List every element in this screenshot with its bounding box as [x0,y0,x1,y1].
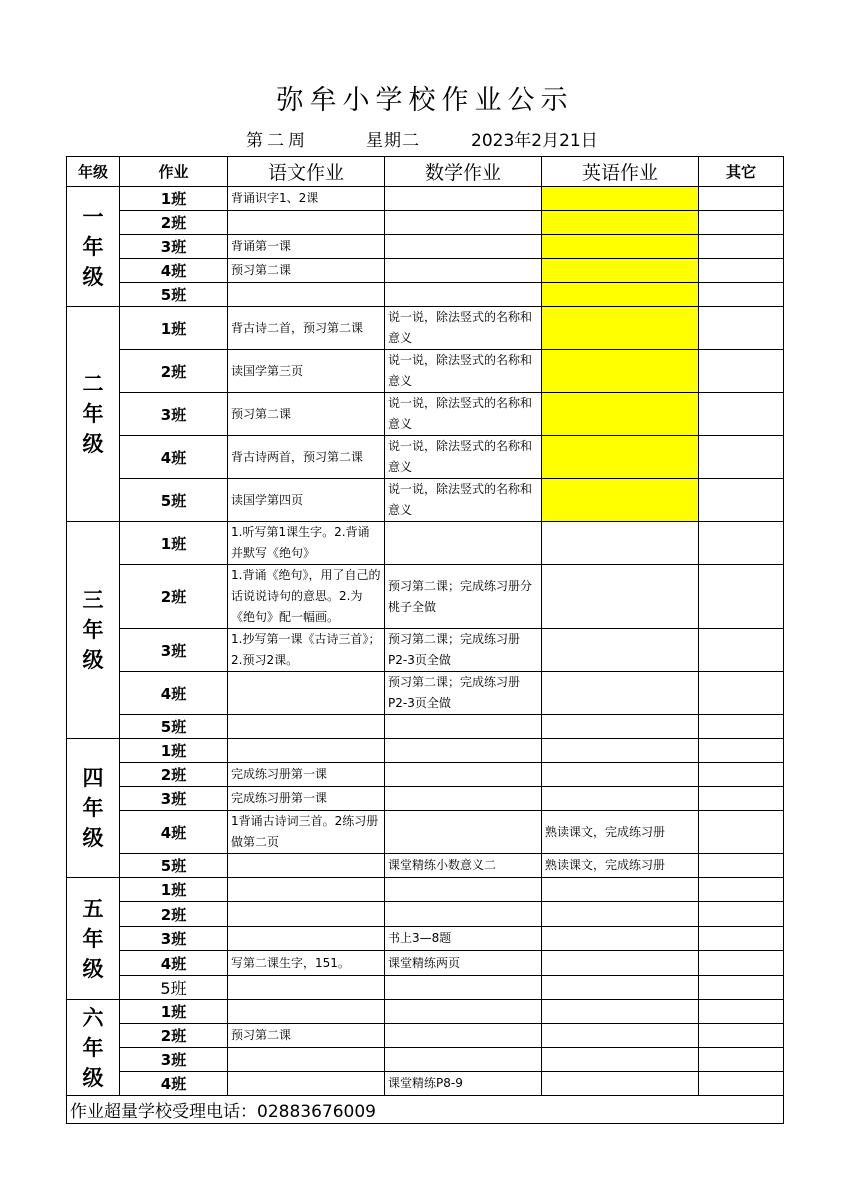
other-homework-cell [699,283,784,307]
other-homework-cell [699,350,784,393]
chinese-homework-cell: 1.听写第1课生字。2.背诵并默写《绝句》 [228,522,385,565]
table-row [67,629,784,672]
class-label: 1班 [120,307,228,350]
class-label: 3班 [120,629,228,672]
math-homework-cell: 课堂精练小数意义二 [385,854,542,878]
chinese-homework-cell: 1.背诵《绝句》，用了自己的话说说诗句的意思。2.为《绝句》配一幅画。 [228,565,385,629]
chinese-homework-cell [228,854,385,878]
other-homework-cell [699,878,784,902]
page-title: 弥牟小学校作业公示 [276,85,574,116]
table-row [67,927,784,951]
other-homework-cell [699,854,784,878]
other-homework-cell [699,307,784,350]
header-math: 数学作业 [385,157,542,187]
chinese-homework-cell [228,902,385,927]
grade-label-char: 级 [82,1064,104,1090]
english-homework-cell [542,479,699,522]
table-row [67,1024,784,1048]
table-row [67,1048,784,1072]
class-label: 3班 [120,927,228,951]
grade-label-char: 年 [82,617,104,642]
chinese-homework-cell [228,715,385,739]
chinese-homework-cell [228,1000,385,1024]
table-row [67,1000,784,1024]
math-homework-cell [385,763,542,787]
class-label: 3班 [120,1048,228,1072]
english-homework-cell [542,1024,699,1048]
table-row [67,393,784,436]
table-row [67,902,784,927]
grade-label [67,878,120,1000]
other-homework-cell [699,1072,784,1096]
table-row [67,811,784,854]
class-label: 3班 [120,393,228,436]
table-row [67,436,784,479]
other-homework-cell [699,763,784,787]
math-homework-cell [385,1000,542,1024]
other-homework-cell [699,1000,784,1024]
math-homework-cell: 说一说，除法竖式的名称和意义 [385,436,542,479]
grade-label-char: 年 [82,1034,104,1060]
math-homework-cell: 说一说，除法竖式的名称和意义 [385,350,542,393]
grade-label [67,522,120,739]
class-label: 3班 [120,235,228,259]
english-homework-cell [542,565,699,629]
chinese-homework-cell: 1.抄写第一课《古诗三首》；2.预习2课。 [228,629,385,672]
english-homework-cell [542,672,699,715]
grade-label-char: 年 [82,401,104,426]
chinese-homework-cell: 读国学第四页 [228,479,385,522]
english-homework-cell [542,739,699,763]
other-homework-cell [699,902,784,927]
class-label: 4班 [120,672,228,715]
header-assignment: 作业 [120,157,228,187]
table-row [67,211,784,235]
table-row [67,763,784,787]
grade-label-char: 四 [82,765,104,790]
grade-label-char: 级 [82,431,104,456]
chinese-homework-cell: 背诵第一课 [228,235,385,259]
class-label: 5班 [120,283,228,307]
english-homework-cell [542,211,699,235]
grade-label [67,1000,120,1096]
chinese-homework-cell: 完成练习册第一课 [228,787,385,811]
homework-table [66,156,784,1124]
class-label: 4班 [120,436,228,479]
header-grade: 年级 [67,157,120,187]
chinese-homework-cell: 背诵识字1、2课 [228,187,385,211]
class-label: 4班 [120,1072,228,1096]
grade-label-char: 级 [82,647,104,672]
english-homework-cell [542,522,699,565]
chinese-homework-cell [228,1048,385,1072]
table-row [67,672,784,715]
table-row [67,259,784,283]
math-homework-cell [385,522,542,565]
other-homework-cell [699,187,784,211]
english-homework-cell [542,878,699,902]
other-homework-cell [699,235,784,259]
chinese-homework-cell [228,283,385,307]
english-homework-cell [542,763,699,787]
grade-label-char: 级 [82,825,104,850]
grade-label [67,739,120,878]
english-homework-cell [542,307,699,350]
other-homework-cell [699,565,784,629]
chinese-homework-cell: 写第二课生字，151。 [228,951,385,976]
english-homework-cell [542,436,699,479]
math-homework-cell: 预习第二课；完成练习册P2-3页全做 [385,629,542,672]
english-homework-cell [542,1000,699,1024]
class-label: 1班 [120,187,228,211]
math-homework-cell: 书上3—8题 [385,927,542,951]
math-homework-cell: 预习第二课；完成练习册P2-3页全做 [385,672,542,715]
math-homework-cell [385,878,542,902]
other-homework-cell [699,787,784,811]
english-homework-cell [542,951,699,976]
english-homework-cell [542,715,699,739]
other-homework-cell [699,479,784,522]
class-label: 4班 [120,259,228,283]
complaint-hotline: 作业超量学校受理电话：02883676009 [67,1096,784,1124]
chinese-homework-cell [228,672,385,715]
other-homework-cell [699,739,784,763]
english-homework-cell [542,283,699,307]
math-homework-cell [385,235,542,259]
math-homework-cell [385,715,542,739]
chinese-homework-cell: 背古诗两首，预习第二课 [228,436,385,479]
table-row [67,307,784,350]
chinese-homework-cell: 预习第二课 [228,259,385,283]
table-row [67,565,784,629]
class-label: 5班 [120,976,228,1000]
class-label: 2班 [120,902,228,927]
class-label: 2班 [120,350,228,393]
table-row [67,787,784,811]
math-homework-cell [385,259,542,283]
footer-row [67,1096,784,1124]
chinese-homework-cell [228,211,385,235]
grade-label-char: 三 [82,587,104,612]
header-english: 英语作业 [542,157,699,187]
table-row [67,283,784,307]
math-homework-cell [385,211,542,235]
other-homework-cell [699,393,784,436]
chinese-homework-cell [228,927,385,951]
english-homework-cell [542,1048,699,1072]
math-homework-cell [385,787,542,811]
grade-label-char: 年 [82,233,104,259]
other-homework-cell [699,522,784,565]
other-homework-cell [699,1048,784,1072]
math-homework-cell: 说一说，除法竖式的名称和意义 [385,393,542,436]
class-label: 4班 [120,811,228,854]
table-row [67,187,784,211]
grade-label [67,187,120,307]
grade-label-char: 年 [82,795,104,820]
math-homework-cell [385,187,542,211]
math-homework-cell [385,1048,542,1072]
chinese-homework-cell: 1背诵古诗词三首。2练习册做第二页 [228,811,385,854]
class-label: 1班 [120,878,228,902]
class-label: 3班 [120,787,228,811]
class-label: 2班 [120,565,228,629]
english-homework-cell [542,787,699,811]
header-row [67,157,784,187]
grade-label-char: 级 [82,955,104,981]
math-homework-cell [385,739,542,763]
english-homework-cell [542,259,699,283]
other-homework-cell [699,211,784,235]
chinese-homework-cell: 预习第二课 [228,393,385,436]
english-homework-cell [542,350,699,393]
grade-label-char: 年 [82,925,104,951]
math-homework-cell: 课堂精练P8-9 [385,1072,542,1096]
math-homework-cell: 说一说，除法竖式的名称和意义 [385,479,542,522]
table-row [67,951,784,976]
other-homework-cell [699,259,784,283]
english-homework-cell: 熟读课文，完成练习册 [542,854,699,878]
math-homework-cell: 课堂精练两页 [385,951,542,976]
chinese-homework-cell [228,878,385,902]
math-homework-cell [385,1024,542,1048]
other-homework-cell [699,715,784,739]
english-homework-cell [542,927,699,951]
class-label: 4班 [120,951,228,976]
chinese-homework-cell: 读国学第三页 [228,350,385,393]
other-homework-cell [699,951,784,976]
other-homework-cell [699,1024,784,1048]
class-label: 1班 [120,522,228,565]
class-label: 1班 [120,1000,228,1024]
math-homework-cell: 预习第二课；完成练习册分桃子全做 [385,565,542,629]
english-homework-cell [542,187,699,211]
weekday-label: 星期二 [366,131,420,151]
table-row [67,1072,784,1096]
class-label: 5班 [120,715,228,739]
table-row [67,976,784,1000]
grade-label-char: 级 [82,263,104,289]
header-chinese: 语文作业 [228,157,385,187]
english-homework-cell: 熟读课文，完成练习册 [542,811,699,854]
math-homework-cell [385,811,542,854]
chinese-homework-cell [228,976,385,1000]
math-homework-cell [385,976,542,1000]
chinese-homework-cell: 预习第二课 [228,1024,385,1048]
class-label: 2班 [120,211,228,235]
chinese-homework-cell [228,739,385,763]
table-row [67,350,784,393]
date-label: 2023年2月21日 [471,131,598,151]
other-homework-cell [699,436,784,479]
table-row [67,715,784,739]
grade-label-char: 一 [82,203,104,229]
math-homework-cell [385,902,542,927]
class-label: 5班 [120,479,228,522]
table-row [67,854,784,878]
other-homework-cell [699,629,784,672]
table-row [67,235,784,259]
table-row [67,739,784,763]
header-other: 其它 [699,157,784,187]
class-label: 1班 [120,739,228,763]
grade-label-char: 六 [82,1004,104,1030]
class-label: 2班 [120,1024,228,1048]
other-homework-cell [699,976,784,1000]
table-row [67,479,784,522]
english-homework-cell [542,393,699,436]
grade-label-char: 二 [82,371,104,396]
grade-label-char: 五 [82,895,104,921]
english-homework-cell [542,902,699,927]
english-homework-cell [542,1072,699,1096]
chinese-homework-cell: 完成练习册第一课 [228,763,385,787]
math-homework-cell [385,283,542,307]
math-homework-cell: 说一说，除法竖式的名称和意义 [385,307,542,350]
chinese-homework-cell: 背古诗二首，预习第二课 [228,307,385,350]
other-homework-cell [699,927,784,951]
class-label: 5班 [120,854,228,878]
grade-label [67,307,120,522]
other-homework-cell [699,672,784,715]
chinese-homework-cell [228,1072,385,1096]
table-row [67,522,784,565]
english-homework-cell [542,629,699,672]
week-label: 第二周 [246,131,309,151]
table-row [67,878,784,902]
class-label: 2班 [120,763,228,787]
english-homework-cell [542,235,699,259]
english-homework-cell [542,976,699,1000]
other-homework-cell [699,811,784,854]
